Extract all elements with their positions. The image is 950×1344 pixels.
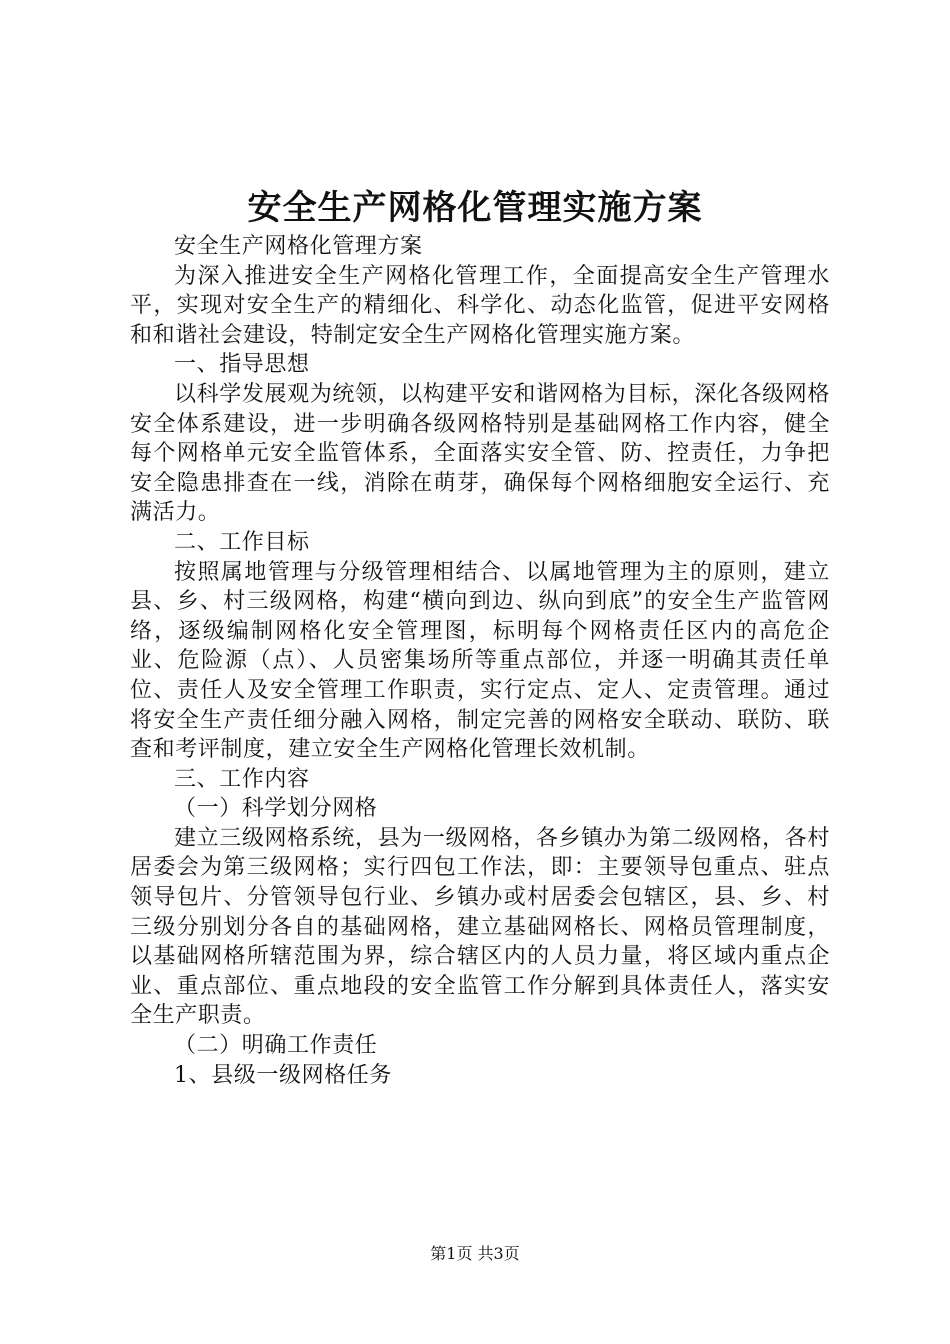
subheading-responsibilities: （二）明确工作责任 <box>174 1033 378 1059</box>
document-body <box>130 232 830 1090</box>
paragraph-intro: 为深入推进安全生产网格化管理工作，全面提高安全生产管理水平，实现对安全生产的精细化、科学化、动态化监管，促进平安网格和和谐社会建设，特制定安全生产网格化管理实施方案。 <box>130 263 830 348</box>
heading-guiding-ideology: 一、指导思想 <box>174 352 310 378</box>
heading-work-content: 三、工作内容 <box>174 766 310 792</box>
subheading-grid-division: （一）科学划分网格 <box>174 796 378 822</box>
page-footer: 第1页 共3页 <box>430 1244 520 1263</box>
document-title: 安全生产网格化管理实施方案 <box>247 188 703 228</box>
paragraph-work-goals: 按照属地管理与分级管理相结合、以属地管理为主的原则，建立县、乡、村三级网格，构建“横向到边、纵向到底”的安全生产监管网络，逐级编制网格化安全管理图，标明每个网格责任区内的高危企业、危险源（点）、人员密集场所等重点部位，并逐一明确其责任单位、责任人及安全管理工作职责，实行定点、定人、定责管理。通过将安全生产责任细分融入网格，制定完善的网格安全联动、联防、联查和考评制度，建立安全生产网格化管理长效机制。 <box>130 559 830 763</box>
paragraph-subtitle: 安全生产网格化管理方案 <box>174 234 423 259</box>
heading-work-goals: 二、工作目标 <box>174 529 310 555</box>
paragraph-guiding-ideology: 以科学发展观为统领，以构建平安和谐网格为目标，深化各级网格安全体系建设，进一步明确各级网格特别是基础网格工作内容，健全每个网格单元安全监管体系，全面落实安全管、防、控责任，力争把安全隐患排查在一线，消除在萌芽，确保每个网格细胞安全运行、充满活力。 <box>130 381 830 526</box>
paragraph-grid-division: 建立三级网格系统，县为一级网格，各乡镇办为第二级网格，各村居委会为第三级网格；实行四包工作法，即：主要领导包重点、驻点领导包片、分管领导包行业、乡镇办或村居委会包辖区，县、乡、村三级分别划分各自的基础网格，建立基础网格长、网格员管理制度，以基础网格所辖范围为界，综合辖区内的人员力量，将区域内重点企业、重点部位、重点地段的安全监管工作分解到具体责任人，落实安全生产职责。 <box>130 825 830 1029</box>
subheading-county-level-tasks: 1、县级一级网格任务 <box>174 1062 392 1088</box>
